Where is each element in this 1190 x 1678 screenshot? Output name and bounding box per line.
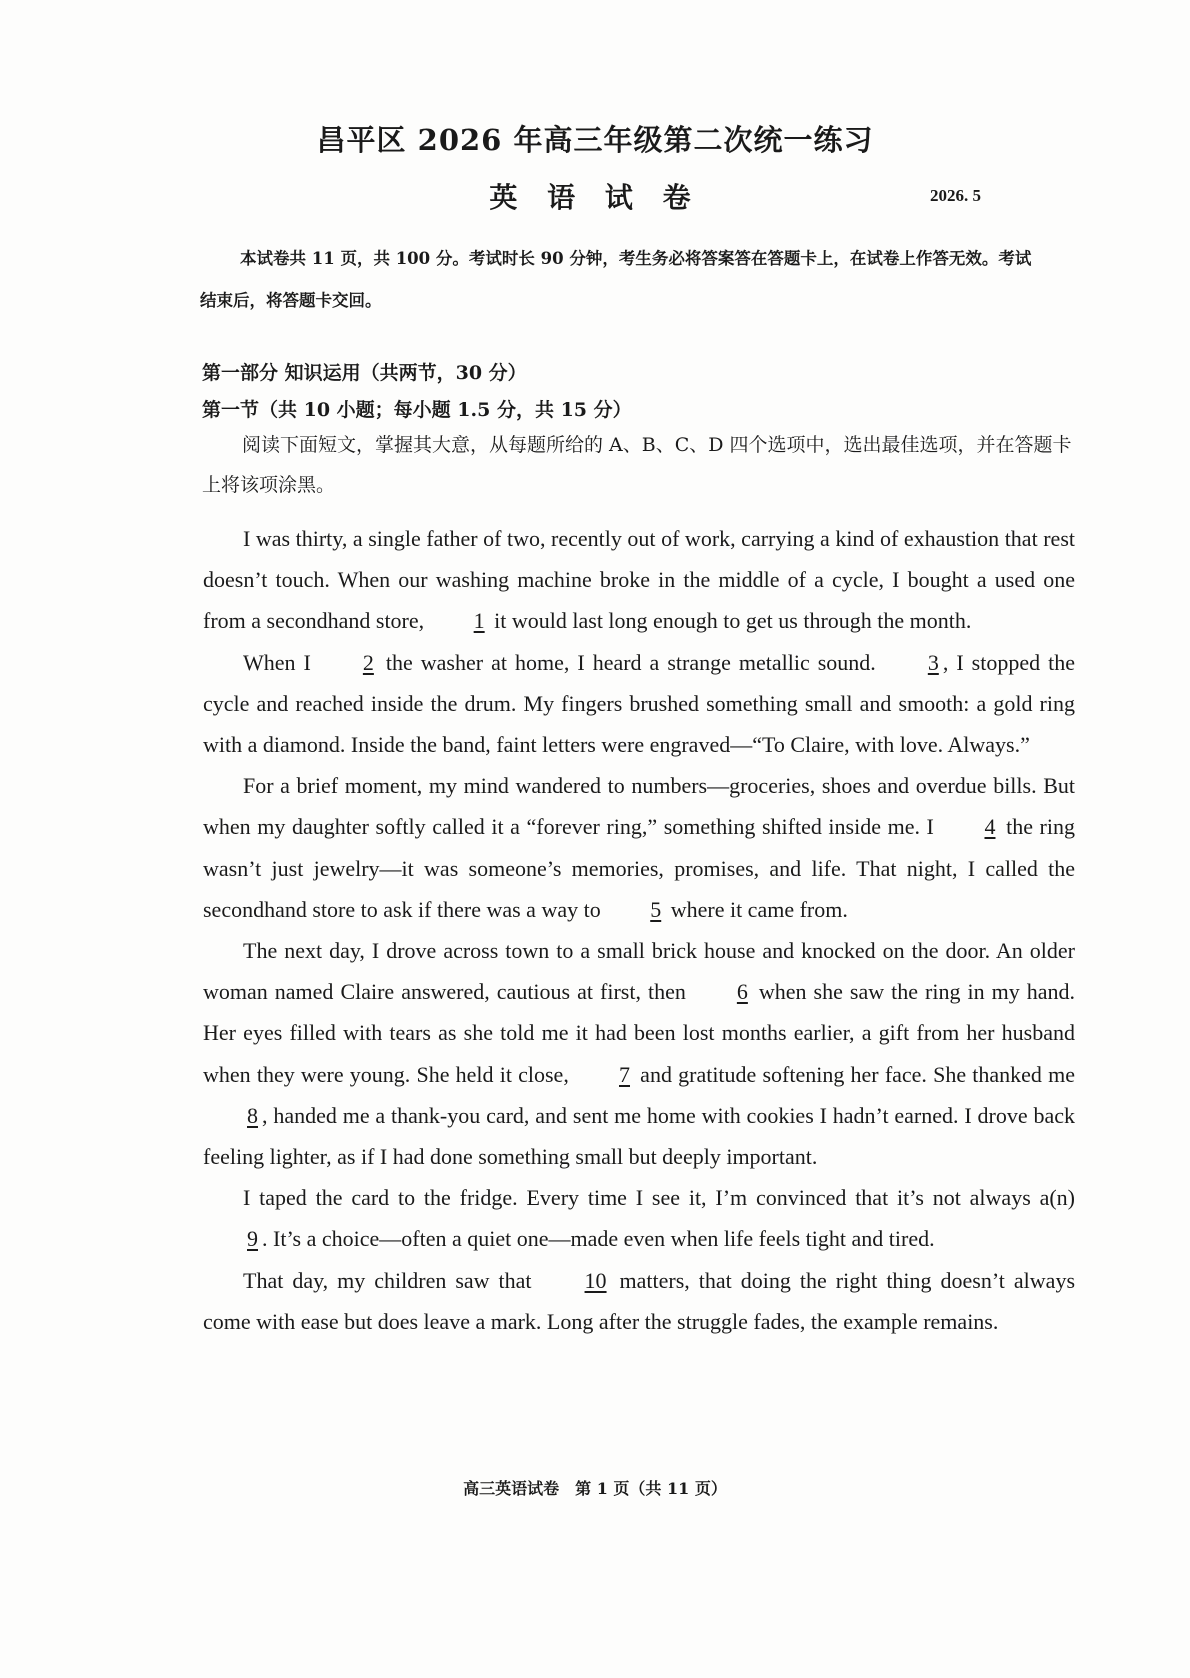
passage-text: matters, that doing the right thing doesn’t always come with ease but does leave a mark. Long after the struggle fades, the example remains. [203, 1267, 1076, 1334]
passage-text: I taped the card to the fridge. Every time I see it, I’m convinced that it’s not always a(n) [243, 1185, 1075, 1211]
blank-10: 10 [584, 1267, 607, 1293]
passage-paragraph [203, 765, 1075, 930]
passage-text: , handed me a thank-you card, and sent me home with cookies I hadn’t earned. I drove back feeling lighter, as if I had done something small but deeply important. [203, 1102, 1075, 1170]
passage-paragraph [203, 642, 1075, 766]
section-directions: 阅读下面短文，掌握其大意，从每题所给的 A、B、C、D 四个选项中，选出最佳选项，并在答题卡上将该项涂黑。 [202, 434, 1072, 496]
exam-date: 2026. 5 [930, 186, 981, 205]
exam-title: 昌平区 2026 年高三年级第二次统一练习 [316, 123, 874, 157]
cloze-passage [203, 518, 1075, 1342]
passage-text: , I stopped the cycle and reached inside the drum. My fingers brushed something small and smooth: a gold ring with a diamond. Inside the band, faint letters were engraved—“To Claire, with love. Always.” [203, 649, 1075, 758]
passage-text: and gratitude softening her face. She thanked me [634, 1061, 1075, 1087]
blank-3: 3 [927, 649, 939, 675]
exam-subtitle: 英 语 试 卷 [489, 181, 701, 214]
blank-7: 7 [619, 1061, 630, 1087]
passage-text: For a brief moment, my mind wandered to numbers—groceries, shoes and overdue bills. But when my daughter softly called it a “forever ring,” something shifted inside me. I [203, 773, 1075, 840]
passage-text: the ring wasn’t just jewelry—it was someone’s memories, promises, and life. That night, I called the secondhand store to ask if there was a way to [203, 814, 1075, 922]
blank-5: 5 [650, 896, 662, 922]
passage-text: where it came from. [665, 896, 848, 922]
passage-paragraph [203, 518, 1075, 642]
passage-text: The next day, I drove across town to a small brick house and knocked on the door. An older woman named Claire answered, cautious at first, then [203, 938, 1075, 1005]
passage-text: That day, my children saw that [243, 1267, 541, 1293]
section-heading: 第一节（共 10 小题；每小题 1.5 分，共 15 分） [202, 399, 632, 421]
exam-instructions: 本试卷共 11 页，共 100 分。考试时长 90 分钟，考生务必将答案答在答题卡上，在试卷上作答无效。考试结束后，将答题卡交回。 [200, 249, 1032, 310]
passage-text: it would last long enough to get us through the month. [488, 608, 972, 634]
blank-9: 9 [247, 1226, 258, 1252]
passage-text: the washer at home, I heard a strange metallic sound. [377, 649, 884, 675]
blank-8: 8 [247, 1102, 258, 1128]
part-heading: 第一部分 知识运用（共两节，30 分） [202, 362, 527, 384]
blank-4: 4 [984, 814, 996, 840]
passage-paragraph [203, 930, 1075, 1177]
passage-text: when she saw the ring in my hand. Her eyes filled with tears as she told me it had been lost months earlier, a gift from her husband when they were young. She held it close, [203, 979, 1075, 1087]
passage-text: I was thirty, a single father of two, recently out of work, carrying a kind of exhaustion that rest doesn’t touch. When our washing machine broke in the middle of a cycle, I bought a used one from a secondhand store, [203, 526, 1075, 634]
blank-6: 6 [736, 979, 748, 1005]
passage-text: When I [243, 649, 319, 675]
blank-2: 2 [362, 649, 374, 675]
passage-paragraph [203, 1177, 1075, 1259]
page-footer: 高三英语试卷 第 1 页（共 11 页） [463, 1479, 727, 1498]
blank-1: 1 [473, 608, 485, 634]
passage-paragraph [203, 1260, 1075, 1342]
passage-text: . It’s a choice—often a quiet one—made even when life feels tight and tired. [262, 1226, 935, 1252]
